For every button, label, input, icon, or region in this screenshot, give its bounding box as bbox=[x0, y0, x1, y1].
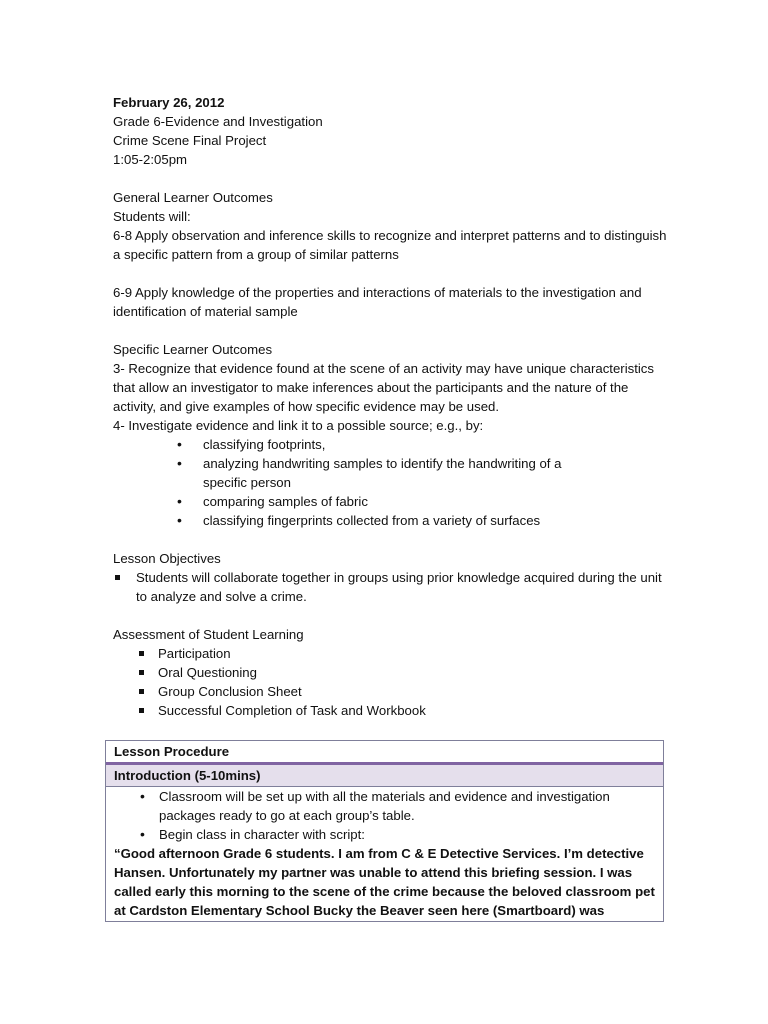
general-outcomes-intro: Students will: bbox=[113, 209, 191, 224]
list-item: • classifying fingerprints collected from a variety of surfaces bbox=[113, 511, 673, 530]
assessment-heading: Assessment of Student Learning bbox=[113, 627, 304, 642]
list-item: Students will collaborate together in groups using prior knowledge acquired during the unit to analyze and solve a crime. bbox=[113, 568, 673, 606]
specific-outcome-4: 4- Investigate evidence and link it to a possible source; e.g., by: bbox=[113, 418, 484, 433]
lesson-date: February 26, 2012 bbox=[113, 95, 225, 110]
detective-script: “Good afternoon Grade 6 students. I am from C & E Detective Services. I’m detective Hansen. Unfortunately my partner was unable to attend this briefing session. I was called early this morning to the scene of the crime because the beloved classroom pet at Cardston Elementary School Bucky the Beaver seen here (Smartboard) was bbox=[114, 846, 655, 918]
lesson-time: 1:05-2:05pm bbox=[113, 152, 188, 167]
objectives-list bbox=[113, 568, 673, 606]
spacer bbox=[113, 169, 673, 188]
list-item: Group Conclusion Sheet bbox=[113, 682, 673, 701]
list-item: • comparing samples of fabric bbox=[113, 492, 673, 511]
list-item: • analyzing handwriting samples to identify the handwriting of a specific person bbox=[113, 454, 673, 492]
evidence-bullet-list bbox=[113, 435, 673, 530]
spacer bbox=[113, 606, 673, 625]
list-item: • Classroom will be set up with all the materials and evidence and investigation packages ready to go at each group’s table. bbox=[114, 787, 655, 825]
outcome-6-8: 6-8 Apply observation and inference skills to recognize and interpret patterns and to distinguish a specific pattern from a group of similar patterns bbox=[113, 228, 667, 262]
lesson-grade-unit: Grade 6-Evidence and Investigation bbox=[113, 114, 323, 129]
lesson-procedure-table bbox=[105, 740, 664, 922]
introduction-bullets bbox=[114, 787, 655, 844]
spacer bbox=[113, 264, 673, 283]
list-item: • Begin class in character with script: bbox=[114, 825, 655, 844]
lesson-plan-body bbox=[113, 93, 673, 720]
spacer bbox=[113, 530, 673, 549]
specific-outcomes-heading: Specific Learner Outcomes bbox=[113, 342, 273, 357]
introduction-content bbox=[106, 787, 663, 921]
list-item: • classifying footprints, bbox=[113, 435, 673, 454]
specific-outcome-3: 3- Recognize that evidence found at the scene of an activity may have unique characteristics that allow an investigator to make inferences about the participants and the nature of the activity, and give examples of how specific evidence may be used. bbox=[113, 361, 654, 414]
outcome-6-9: 6-9 Apply knowledge of the properties and interactions of materials to the investigation and identification of material sample bbox=[113, 285, 642, 319]
general-outcomes-heading: General Learner Outcomes bbox=[113, 190, 273, 205]
lesson-project-title: Crime Scene Final Project bbox=[113, 133, 267, 148]
assessment-list bbox=[113, 644, 673, 720]
introduction-heading: Introduction (5-10mins) bbox=[106, 765, 663, 787]
procedure-heading: Lesson Procedure bbox=[106, 741, 663, 765]
list-item: Successful Completion of Task and Workbook bbox=[113, 701, 673, 720]
list-item: Participation bbox=[113, 644, 673, 663]
list-item: Oral Questioning bbox=[113, 663, 673, 682]
spacer bbox=[113, 321, 673, 340]
objectives-heading: Lesson Objectives bbox=[113, 551, 221, 566]
